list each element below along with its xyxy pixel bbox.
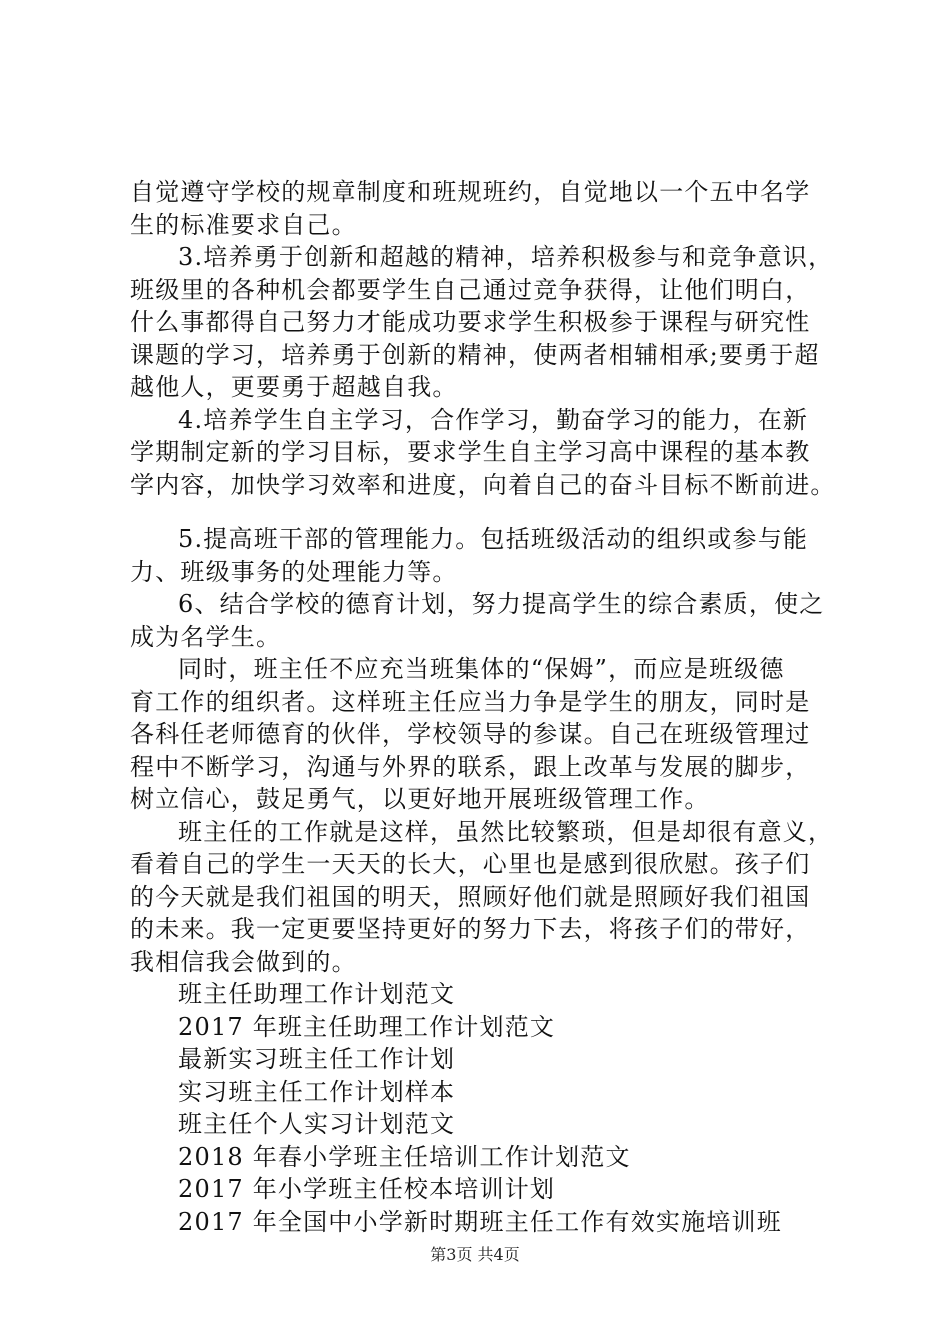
- body-line: 的未来。我一定更要坚持更好的努力下去，将孩子们的带好，: [130, 915, 811, 943]
- page-footer: 第3页 共4页: [430, 1245, 520, 1264]
- related-link[interactable]: 最新实习班主任工作计划: [178, 1045, 456, 1073]
- body-line: 程中不断学习，沟通与外界的联系，跟上改革与发展的脚步，: [130, 752, 811, 781]
- paragraph-gap: [130, 501, 842, 523]
- body-line: 6、结合学校的德育计划，努力提高学生的综合素质，使之: [178, 590, 825, 618]
- body-line: 越他人，更要勇于超越自我。: [130, 373, 458, 401]
- body-line: 成为名学生。: [130, 622, 282, 651]
- body-line: 力、班级事务的处理能力等。: [130, 557, 458, 586]
- related-link[interactable]: 班主任个人实习计划范文: [178, 1110, 456, 1138]
- body-line: 生的标准要求自己。: [130, 210, 357, 239]
- body-line: 各科任老师德育的伙伴，学校领导的参谋。自己在班级管理过: [130, 720, 811, 748]
- body-line: 3.培养勇于创新和超越的精神，培养积极参与和竞争意识，: [178, 243, 834, 271]
- body-line: 课题的学习，培养勇于创新的精神，使两者相辅相承;要勇于超: [130, 340, 820, 369]
- body-line: 学内容，加快学习效率和进度，向着自己的奋斗目标不断前进。: [130, 470, 836, 499]
- body-line: 什么事都得自己努力才能成功要求学生积极参于课程与研究性: [130, 308, 811, 336]
- body-line: 同时，班主任不应充当班集体的“保姆”，而应是班级德: [178, 655, 785, 683]
- related-link[interactable]: 班主任助理工作计划范文: [178, 980, 456, 1008]
- body-line: 我相信我会做到的。: [130, 947, 357, 976]
- body-line: 5.提高班干部的管理能力。包括班级活动的组织或参与能: [178, 525, 809, 553]
- related-link[interactable]: 2018 年春小学班主任培训工作计划范文: [178, 1142, 631, 1171]
- body-line: 学期制定新的学习目标，要求学生自主学习高中课程的基本教: [130, 438, 811, 466]
- related-link[interactable]: 2017 年全国中小学新时期班主任工作有效实施培训班: [178, 1207, 782, 1236]
- body-line: 4.培养学生自主学习，合作学习，勤奋学习的能力，在新: [178, 405, 809, 434]
- body-line: 看着自己的学生一天天的长大，心里也是感到很欣慰。孩子们: [130, 850, 811, 878]
- body-line: 的今天就是我们祖国的明天，照顾好他们就是照顾好我们祖国: [130, 882, 811, 911]
- related-link[interactable]: 实习班主任工作计划样本: [178, 1077, 456, 1106]
- body-line: 班级里的各种机会都要学生自己通过竞争获得，让他们明白，: [130, 275, 811, 304]
- related-link[interactable]: 2017 年班主任助理工作计划范文: [178, 1012, 556, 1041]
- body-line: 班主任的工作就是这样，虽然比较繁琐，但是却很有意义，: [178, 817, 834, 846]
- body-line: 育工作的组织者。这样班主任应当力争是学生的朋友，同时是: [130, 687, 811, 716]
- document-body: [130, 176, 842, 1238]
- body-line: 自觉遵守学校的规章制度和班规班约，自觉地以一个五中名学: [130, 178, 811, 206]
- related-link[interactable]: 2017 年小学班主任校本培训计划: [178, 1175, 556, 1203]
- body-line: 树立信心，鼓足勇气，以更好地开展班级管理工作。: [130, 785, 710, 813]
